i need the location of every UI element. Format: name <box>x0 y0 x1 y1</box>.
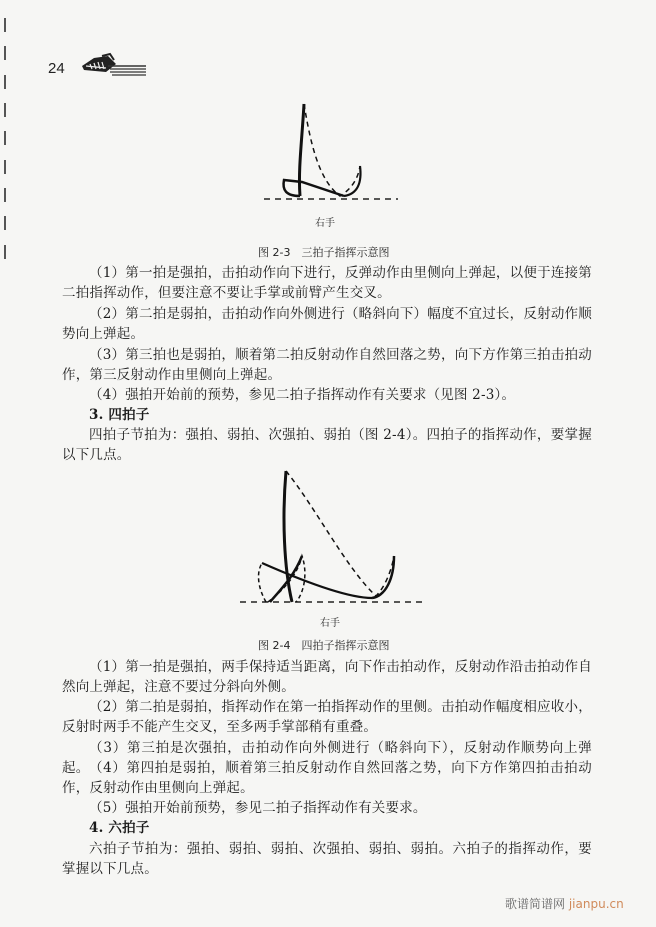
paragraph-4beat-point-5: （5）强拍开始前预势，参见二拍子指挥动作有关要求。 <box>89 800 427 816</box>
figure-2-3-label: 右手 <box>315 218 335 229</box>
binding-mark <box>4 46 6 60</box>
binding-mark <box>4 188 6 202</box>
paragraph-4beat-intro: 四拍子节拍为：强拍、弱拍、次强拍、弱拍（图 2-4）。四拍子的指挥动作，要掌握以下几点。 <box>62 427 592 463</box>
binding-mark <box>4 216 6 230</box>
figure-2-4-diagram <box>236 468 426 608</box>
page-number: 24 <box>48 60 65 77</box>
figure-2-4-label: 右手 <box>320 618 340 629</box>
figure-2-3-diagram <box>258 100 398 210</box>
heading-6beat: 4. 六拍子 <box>89 820 150 836</box>
paragraph-3beat-point-2: （2）第二拍是弱拍，击拍动作向外侧进行（略斜向下）幅度不宜过长，反射动作顺势向上弹起。 <box>62 306 592 342</box>
binding-mark <box>4 245 6 259</box>
paragraph-3beat-point-4: （4）强拍开始前的预势，参见二拍子指挥动作有关要求（见图 2-3）。 <box>89 387 516 403</box>
watermark-site-name: 歌谱简谱网 <box>505 897 566 911</box>
paragraph-4beat-point-2: （2）第二拍是弱拍，指挥动作在第一拍指挥动作的里侧。击拍动作幅度相应收小，反射时两手不能产生交叉，至多两手掌部稍有重叠。 <box>62 699 592 735</box>
figure-2-3-caption: 图 2-3 三拍子指挥示意图 <box>258 246 390 259</box>
binding-mark <box>4 75 6 89</box>
figure-2-4-caption: 图 2-4 四拍子指挥示意图 <box>258 639 390 652</box>
binding-mark <box>4 18 6 32</box>
binding-mark <box>4 131 6 145</box>
watermark <box>505 895 624 912</box>
binding-mark <box>4 103 6 117</box>
paragraph-4beat-point-1: （1）第一拍是强拍，两手保持适当距离，向下作击拍动作，反射动作沿击拍动作自然向上弹起，注意不要过分斜向外侧。 <box>62 659 592 695</box>
paragraph-4beat-point-3: （3）第三拍是次强拍，击拍动作向外侧进行（略斜向下），反射动作顺势向上弹起。 <box>62 740 592 776</box>
heading-4beat: 3. 四拍子 <box>89 407 150 423</box>
paragraph-3beat-point-3: （3）第三拍也是弱拍，顺着第二拍反射动作自然回落之势，向下方作第三拍击拍动作，第三反射动作由里侧向上弹起。 <box>62 347 592 383</box>
binding-mark <box>4 160 6 174</box>
paragraph-6beat-intro: 六拍子节拍为：强拍、弱拍、弱拍、次强拍、弱拍、弱拍。六拍子的指挥动作，要掌握以下几点。 <box>62 841 592 877</box>
paragraph-3beat-point-1: （1）第一拍是强拍，击拍动作向下进行，反弹动作由里侧向上弹起，以便于连接第二拍指挥动作，但要注意不要让手掌或前臂产生交叉。 <box>62 265 592 301</box>
piano-keys-icon <box>80 50 150 78</box>
paragraph-4beat-point-4: （4）第四拍是弱拍，顺着第三拍反射动作自然回落之势，向下方作第四拍击拍动作，反射动作由里侧向上弹起。 <box>62 760 592 796</box>
watermark-url: jianpu.cn <box>568 897 624 911</box>
